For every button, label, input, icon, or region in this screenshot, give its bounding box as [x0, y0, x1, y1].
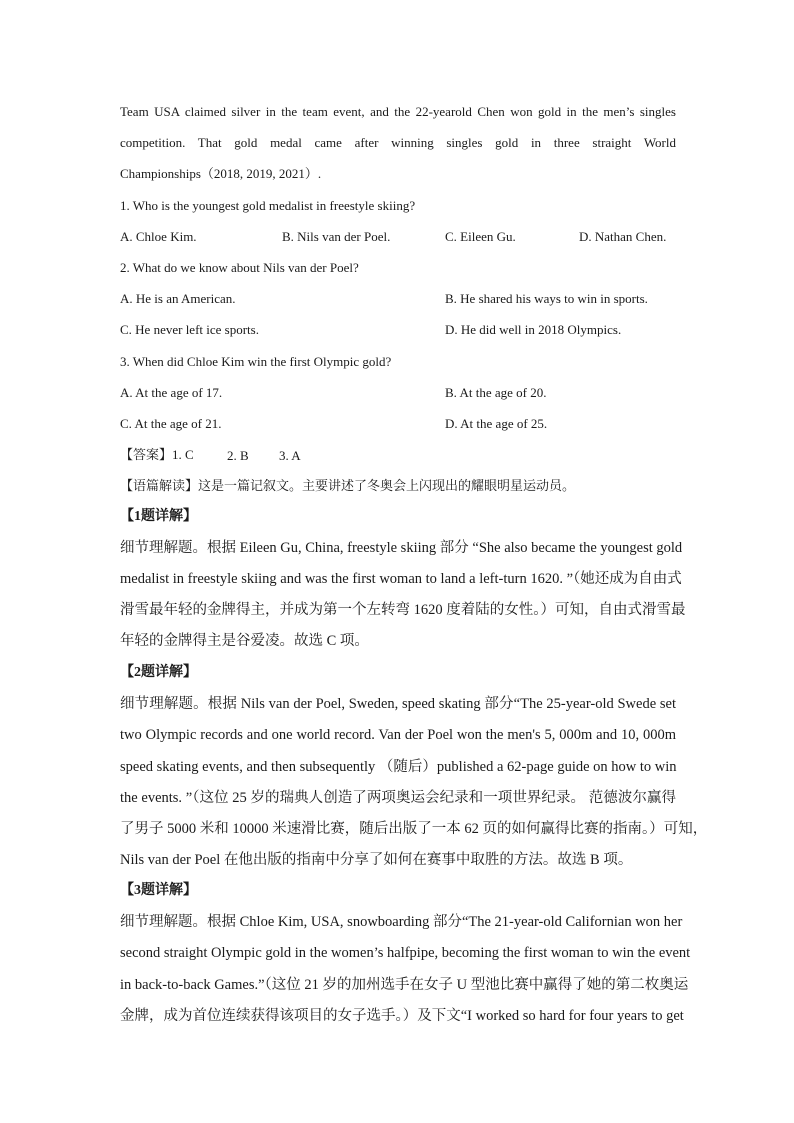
- analysis-text: 这是一篇记叙文。主要讲述了冬奥会上闪现出的耀眼明星运动员。: [198, 478, 576, 493]
- option-a: A. At the age of 17.: [120, 385, 223, 400]
- explanation-heading: 【1题详解】: [120, 509, 197, 524]
- explanation-line: in back-to-back Games.”（这位 21 岁的加州选手在女子 U 型池比赛中赢得了她的第二枚奥运: [120, 977, 689, 993]
- explanation-line: Nils van der Poel 在他出版的指南中分享了如何在赛事中取胜的方法。故选 B 项。: [120, 852, 633, 868]
- explanation-heading: 【3题详解】: [120, 883, 197, 898]
- explanation-line: 细节理解题。根据 Nils van der Poel, Sweden, speed skating 部分“The 25-year-old Swede set: [120, 696, 676, 712]
- explanation-line: the events. ”（这位 25 岁的瑞典人创造了两项奥运会纪录和一项世界纪录。 范德波尔赢得: [120, 790, 676, 806]
- option-a: A. Chloe Kim.: [120, 229, 197, 244]
- option-d: D. Nathan Chen.: [579, 229, 667, 244]
- option-b: B. He shared his ways to win in sports.: [445, 291, 648, 306]
- explanation-line: 年轻的金牌得主是谷爱凌。故选 C 项。: [120, 633, 369, 649]
- explanation-line: 细节理解题。根据 Chloe Kim, USA, snowboarding 部分“The 21-year-old Californian won her: [120, 914, 683, 930]
- option-d: D. He did well in 2018 Olympics.: [445, 322, 622, 337]
- passage-line: Championships（2018, 2019, 2021）.: [120, 166, 322, 181]
- answer-row: [120, 446, 194, 464]
- question-stem: 3. When did Chloe Kim win the first Olympic gold?: [120, 354, 392, 369]
- explanation-line: 细节理解题。根据 Eileen Gu, China, freestyle skiing 部分 “She also became the youngest gold: [120, 540, 683, 556]
- passage-line: competition. That gold medal came after winning singles gold in three straight World: [120, 135, 676, 150]
- explanation-heading: 【2题详解】: [120, 665, 197, 680]
- explanation-line: two Olympic records and one world record. Van der Poel won the men's 5, 000m and 10, 000m: [120, 727, 676, 743]
- question-stem: 2. What do we know about Nils van der Poel?: [120, 260, 359, 275]
- option-c: C. Eileen Gu.: [445, 229, 516, 244]
- explanation-line: medalist in freestyle skiing and was the first woman to land a left-turn 1620. ”（她还成为自由式: [120, 571, 682, 587]
- analysis-row: [120, 477, 575, 495]
- option-c: C. At the age of 21.: [120, 416, 222, 431]
- analysis-label: 【语篇解读】: [120, 478, 199, 493]
- passage-line: Team USA claimed silver in the team event, and the 22-yearold Chen won gold in the men’s singles: [120, 104, 676, 119]
- explanation-line: speed skating events, and then subsequently （随后）published a 62-page guide on how to win: [120, 759, 677, 775]
- answer-item: 2. B: [227, 448, 249, 463]
- option-c: C. He never left ice sports.: [120, 322, 259, 337]
- explanation-line: 滑雪最年轻的金牌得主，并成为第一个左转弯 1620 度着陆的女性。）可知，自由式滑雪最: [120, 602, 686, 618]
- option-a: A. He is an American.: [120, 291, 236, 306]
- answer-label: 【答案】: [120, 447, 173, 462]
- option-b: B. At the age of 20.: [445, 385, 547, 400]
- answer-item: 3. A: [279, 448, 301, 463]
- explanation-line: second straight Olympic gold in the women’s halfpipe, becoming the first woman to win the event: [120, 945, 691, 961]
- option-d: D. At the age of 25.: [445, 416, 548, 431]
- explanation-line: 金牌，成为首位连续获得该项目的女子选手。）及下文“I worked so hard for four years to get: [120, 1008, 684, 1024]
- option-b: B. Nils van der Poel.: [282, 229, 391, 244]
- question-stem: 1. Who is the youngest gold medalist in freestyle skiing?: [120, 198, 416, 213]
- answer-item: 1. C: [172, 447, 194, 462]
- explanation-line: 了男子 5000 米和 10000 米速滑比赛，随后出版了一本 62 页的如何赢得比赛的指南。）可知，: [120, 821, 708, 837]
